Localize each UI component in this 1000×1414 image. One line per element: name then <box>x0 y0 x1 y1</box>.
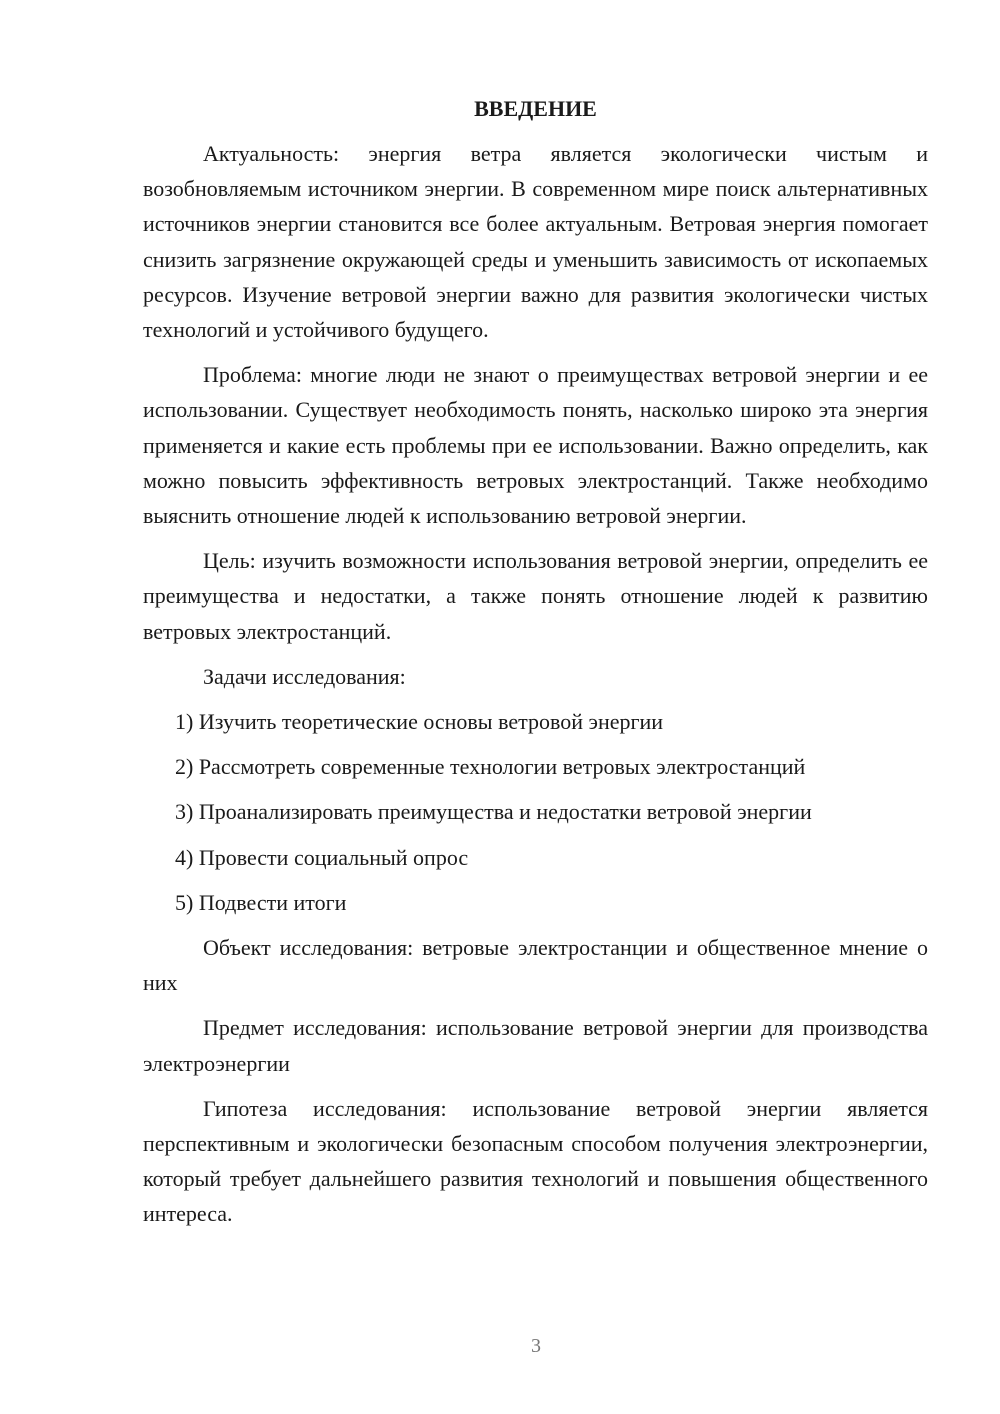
relevance-paragraph: Актуальность: энергия ветра является экологически чистым и возобновляемым источником энергии. В современном мире поиск альтернативных источников энергии становится все более актуальным. Ветровая энергия помогает снизить загрязнение окружающей среды и уменьшить зависимость от ископаемых ресурсов. Изучение ветровой энергии важно для развития экологически чистых технологий и устойчивого будущего. <box>143 141 928 343</box>
task-item: 1) Изучить теоретические основы ветровой энергии <box>175 709 664 735</box>
object-paragraph: Объект исследования: ветровые электростанции и общественное мнение о них <box>143 935 928 996</box>
goal-paragraph: Цель: изучить возможности использования ветровой энергии, определить ее преимущества и недостатки, а также понять отношение людей к развитию ветровых электростанций. <box>143 548 928 644</box>
task-item: 5) Подвести итоги <box>175 889 347 915</box>
tasks-list <box>143 704 928 920</box>
hypothesis-paragraph: Гипотеза исследования: использование ветровой энергии является перспективным и экологически безопасным способом получения электроэнергии, который требует дальнейшего развития технологий и повышения общественного интереса. <box>143 1095 928 1227</box>
problem-paragraph: Проблема: многие люди не знают о преимуществах ветровой энергии и ее использовании. Существует необходимость понять, насколько широко эта энергия применяется и какие есть проблемы при ее использовании. Важно определить, как можно повысить эффективность ветровых электростанций. Также необходимо выяснить отношение людей к использованию ветровой энергии. <box>143 362 928 529</box>
section-title: ВВЕДЕНИЕ <box>474 96 597 121</box>
document-page <box>143 92 928 1242</box>
task-item: 4) Провести социальный опрос <box>175 844 469 870</box>
subject-paragraph: Предмет исследования: использование ветровой энергии для производства электроэнергии <box>143 1015 928 1076</box>
tasks-heading: Задачи исследования: <box>203 663 406 689</box>
task-item: 3) Проанализировать преимущества и недостатки ветровой энергии <box>175 799 812 825</box>
task-item: 2) Рассмотреть современные технологии ветровых электростанций <box>175 754 806 780</box>
page-number: 3 <box>531 1335 541 1357</box>
